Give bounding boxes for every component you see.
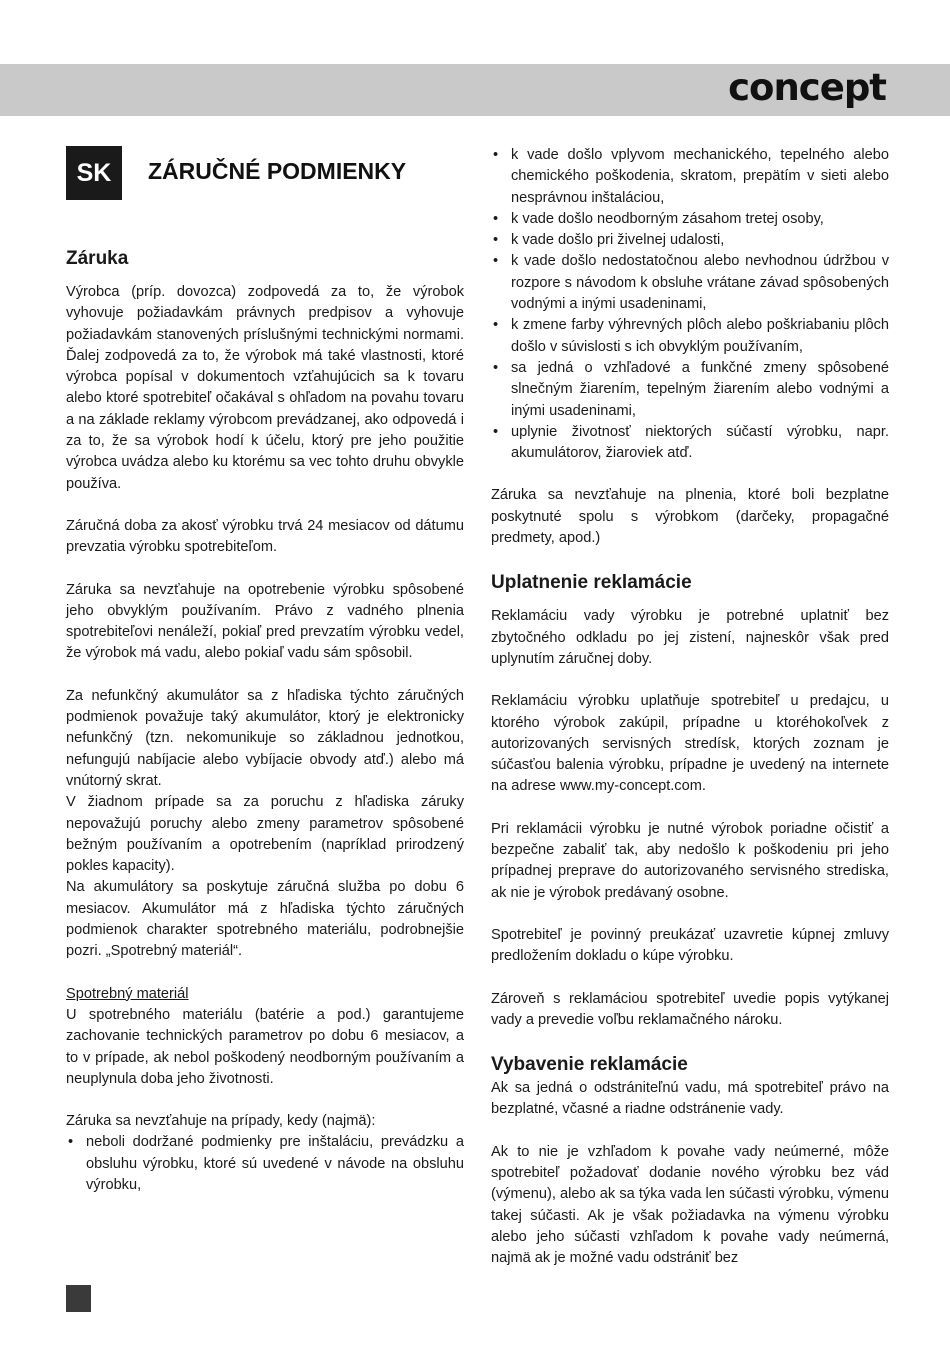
- heading-vybavenie-reklamacie: Vybavenie reklamácie: [491, 1054, 688, 1076]
- language-badge: SK: [66, 146, 122, 200]
- exclusion-list-continued: [491, 145, 889, 464]
- paragraph: Záručná doba za akosť výrobku trvá 24 mesiacov od dátumu prevzatia výrobku spotrebiteľom.: [66, 517, 464, 556]
- list-item: • k vade došlo neodborným zásahom tretej osoby,: [491, 209, 889, 230]
- paragraph: Výrobca (príp. dovozca) zodpovedá za to, že výrobok vyhovuje požiadavkám právnych predpisov a vyhovuje požiadavkám stanovených príslušnými technickými normami. Ďalej zodpovedá za to, že výrobok má také vlastnosti, ktoré výrobca popísal v dokumentoch vzťahujúcich sa k tovaru alebo ktoré spotrebiteľ očakával s ohľadom na povahu tovaru a na základe reklamy výrobcom prevádzanej, ako odpovedá i za to, že sa výrobok hodí k účelu, ktorý pre jeho použitie výrobca uvádza alebo ku ktorému sa vec tohto druhu obvykle používa.: [66, 284, 464, 492]
- list-item: • sa jedná o vzhľadové a funkčné zmeny spôsobené slnečným žiarením, tepelným žiarením alebo vodnými a inými usadeninami,: [491, 358, 889, 422]
- list-item: • k zmene farby výhrevných plôch alebo poškriabaniu plôch došlo v súvislosti s ich obvyklým používaním,: [491, 315, 889, 358]
- paragraph: Na akumulátory sa poskytuje záručná služba po dobu 6 mesiacov. Akumulátor má z hľadiska týchto záručných podmienok charakter spotrebného materiálu, podrobnejšie pozri. „Spotrebný materiál“.: [66, 879, 464, 960]
- paragraph: Ak sa jedná o odstrániteľnú vadu, má spotrebiteľ právo na bezplatné, včasné a riadne odstránenie vady.: [491, 1080, 889, 1118]
- paragraph: Pri reklamácii výrobku je nutné výrobok poriadne očistiť a bezpečne zabaliť tak, aby nedošlo k poškodeniu pri jeho prípadnej preprave do autorizovaného servisného strediska, ak nie je výrobok predávaný osobne.: [491, 820, 889, 901]
- paragraph: Ak to nie je vzhľadom k povahe vady neúmerné, môže spotrebiteľ požadovať dodanie nového výrobku bez vád (výmenu), alebo ak sa týka vada len súčasti výrobku, výmenu takej súčasti. Ak je však požiadavka na výmenu výrobku alebo jeho súčasti vzhľadom k povahe vady neúmerná, najmä ak je možné vadu odstrániť bez: [491, 1143, 889, 1267]
- paragraph: Spotrebiteľ je povinný preukázať uzavretie kúpnej zmluvy predložením dokladu o kúpe výrobku.: [491, 926, 889, 965]
- paragraph: Reklamáciu vady výrobku je potrebné uplatniť bez zbytočného odkladu po jej zistení, najneskôr však pred uplynutím záručnej doby.: [491, 608, 889, 667]
- list-item: • uplynie životnosť niektorých súčastí výrobku, napr. akumulátorov, žiaroviek atď.: [491, 422, 889, 465]
- paragraph: Zároveň s reklamáciou spotrebiteľ uvedie popis vytýkanej vady a prevedie voľbu reklamačného nároku.: [491, 990, 889, 1028]
- subheading-spotrebny-material: Spotrebný materiál: [66, 985, 189, 1002]
- paragraph: Záruka sa nevzťahuje na opotrebenie výrobku spôsobené jeho obvyklým používaním. Právo z vadného plnenia spotrebiteľovi nenáleží, pokiaľ pred prevzatím výrobku vedel, že výrobok má vadu, alebo pokiaľ vadu sám spôsobil.: [66, 581, 464, 662]
- paragraph: Reklamáciu výrobku uplatňuje spotrebiteľ u predajcu, u ktorého výrobok zakúpil, prípadne u ktoréhokoľvek z autorizovaných servisných stredísk, ktorých zoznam je súčasťou balenia výrobku, prípadne je uvedený na internete na adrese www.my-concept.com.: [491, 693, 889, 795]
- brand-logo: concept: [728, 66, 886, 109]
- left-column: [66, 246, 464, 1196]
- page-title: ZÁRUČNÉ PODMIENKY: [148, 158, 407, 184]
- list-item: • k vade došlo pri živelnej udalosti,: [491, 230, 889, 251]
- paragraph: Záruka sa nevzťahuje na plnenia, ktoré boli bezplatne poskytnuté spolu s výrobkom (darčeky, propagačné predmety, apod.): [491, 487, 889, 547]
- exclusion-list: [66, 1132, 464, 1196]
- paragraph: U spotrebného materiálu (batérie a pod.) garantujeme zachovanie technických parametrov po dobu 6 mesiacov, a to v prípade, ak nebol poškodený neodborným používaním a neuplynula doba jeho životnosti.: [66, 1006, 464, 1087]
- heading-zaruka: Záruka: [66, 248, 129, 269]
- list-item: • k vade došlo vplyvom mechanického, tepelného alebo chemického poškodenia, skratom, prepätím v sieti alebo nesprávnou inštaláciou,: [491, 145, 889, 209]
- paragraph: V žiadnom prípade sa za poruchu z hľadiska záruky nepovažujú poruchy alebo zmeny parametrov spôsobené bežným používaním a opotrebením (napríklad prirodzený pokles kapacity).: [66, 794, 464, 875]
- paragraph: Záruka sa nevzťahuje na prípady, kedy (najmä):: [66, 1113, 376, 1130]
- heading-uplatnenie-reklamacie: Uplatnenie reklamácie: [491, 572, 692, 594]
- list-item: • neboli dodržané podmienky pre inštaláciu, prevádzku a obsluhu výrobku, ktoré sú uvedené v návode na obsluhu výrobku,: [66, 1132, 464, 1196]
- list-item: • k vade došlo nedostatočnou alebo nevhodnou údržbou v rozpore s návodom k obsluhe vrátane závad spôsobených vodnými a inými usadeninami,: [491, 251, 889, 315]
- right-column: [491, 145, 889, 1269]
- paragraph: Za nefunkčný akumulátor sa z hľadiska týchto záručných podmienok považuje taký akumulátor, ktorý je elektronicky nefunkčný (tzn. nekomunikuje so základnou jednotkou, nefungujú nabíjacie alebo vybíjacie obvody atď.) alebo má vnútorný skrat.: [66, 687, 464, 789]
- page-marker: [66, 1285, 91, 1312]
